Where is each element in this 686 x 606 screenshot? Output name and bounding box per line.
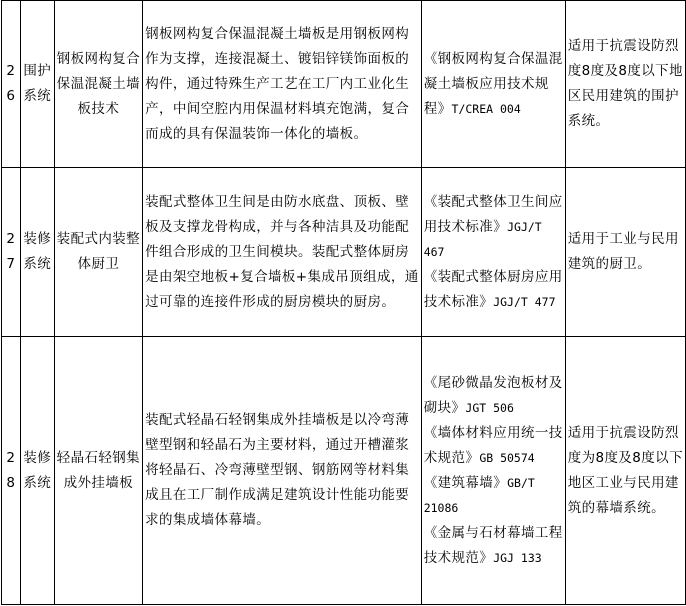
standard-title: 《金属与石材幕墙工程 — [423, 524, 563, 541]
standards-cell — [421, 337, 565, 605]
standard-title: 《装配式整体厨房应用 — [423, 268, 563, 285]
text-line: 度8度及8度以下地 — [567, 63, 683, 79]
text-line: 轻晶石轻钢集 — [56, 449, 141, 466]
table-body — [2, 1, 686, 605]
text-line: 系统 — [23, 88, 52, 104]
scope-cell — [565, 337, 685, 605]
standards-cell — [421, 1, 565, 168]
category-cell — [20, 1, 54, 168]
standard-title: 《装配式整体卫生间应 — [423, 193, 563, 210]
text-line: 求的集成墙体幕墙。 — [145, 512, 271, 528]
table-row — [2, 168, 686, 337]
text-line: 成且在工厂制作成满足建筑设计性能功能要 — [145, 487, 410, 503]
category-cell — [20, 168, 54, 337]
text-line: 钢板网构复合保温混凝土墙板是用钢板网构 — [145, 25, 410, 42]
standard-title: 技术规范》 — [423, 549, 494, 566]
text-line: 装配式整体卫生间是由防水底盘、顶板、壁 — [145, 193, 410, 210]
standards-table — [1, 0, 686, 605]
text-line: 适用于工业与民用 — [567, 231, 679, 247]
text-line: 板及支撑龙骨构成，并与各种洁具及功能配 — [145, 218, 410, 235]
standard-title: 用技术标准》 — [423, 218, 508, 235]
row-number: 26 — [2, 1, 21, 168]
standard-title: 术规范》 — [423, 449, 480, 466]
text-line: 板技术 — [77, 100, 120, 117]
standard-line — [424, 265, 563, 290]
text-line: 钢板网构复合 — [56, 50, 141, 67]
standard-line — [424, 371, 563, 396]
text-line: 围护 — [23, 63, 52, 79]
text-line: 是由架空地板+复合墙板+集成吊顶组成，通 — [145, 268, 419, 285]
description-cell — [143, 1, 422, 168]
category-cell — [20, 337, 54, 605]
standard-line — [424, 396, 563, 421]
standard-title: 凝土墙板应用技术规 — [423, 75, 549, 92]
technology-name-cell — [54, 1, 142, 168]
standard-line — [424, 446, 563, 471]
scope-cell — [565, 1, 685, 168]
text-line: 适用于抗震设防烈 — [567, 424, 679, 441]
standard-line — [424, 47, 563, 72]
table-row — [2, 1, 686, 168]
standard-title: 《建筑幕墙》 — [423, 474, 508, 491]
standard-code: JGJ/T 477 — [493, 294, 556, 309]
text-line: 成外挂墙板 — [63, 474, 134, 491]
text-line: 建筑的厨卫。 — [567, 256, 652, 272]
text-line: 件组合形成的卫生间模块。装配式整体厨房 — [145, 243, 410, 260]
text-line: 区民用建筑的围护 — [567, 88, 679, 104]
scope-cell — [565, 168, 685, 337]
standard-line — [424, 97, 563, 122]
text-line: 将轻晶石、冷弯薄壁型钢、钢筋网等材料集 — [145, 462, 410, 478]
text-line: 过可靠的连接件形成的厨房模块的厨房。 — [145, 293, 396, 310]
text-line: 装配式轻晶石轻钢集成外挂墙板是以冷弯薄 — [145, 412, 410, 428]
text-line: 构件，通过特殊生产工艺在工厂内工业化生 — [145, 75, 410, 92]
standard-line — [424, 421, 563, 446]
standard-line — [424, 240, 563, 265]
standard-title: 砌块》 — [423, 399, 466, 416]
text-line: 壁型钢和轻晶石为主要材料，通过开槽灌浆 — [145, 437, 410, 453]
text-line: 系统 — [23, 256, 52, 272]
standard-line — [424, 546, 563, 571]
technology-name-cell — [54, 337, 142, 605]
standard-title: 《尾砂微晶发泡板材及 — [423, 374, 563, 391]
standard-code: T/CREA 004 — [451, 101, 521, 116]
standard-title: 程》 — [423, 100, 452, 117]
text-line: 产，中间空腔内用保温材料填充饱满，复合 — [145, 100, 410, 117]
text-line: 装修 — [23, 231, 52, 247]
standards-cell — [421, 168, 565, 337]
standard-title: 《钢板网构复合保温混 — [423, 50, 563, 67]
standard-code: JGT 506 — [465, 400, 514, 415]
standard-line — [424, 215, 563, 240]
text-line: 体厨卫 — [77, 256, 120, 272]
standard-line — [424, 72, 563, 97]
standard-line — [424, 290, 563, 315]
table-row — [2, 337, 686, 605]
text-line: 装修 — [23, 449, 52, 466]
standard-title: 技术标准》 — [423, 293, 494, 310]
standard-code: JGJ/T — [507, 219, 542, 234]
standard-code: GB 50574 — [479, 450, 535, 465]
standard-line — [424, 521, 563, 546]
text-line: 作为支撑，连接混凝土、镀铝锌镁饰面板的 — [145, 50, 410, 67]
text-line: 度为8度及8度以下 — [567, 449, 683, 466]
text-line: 系统。 — [567, 113, 610, 129]
text-line: 保温混凝土墙 — [56, 75, 141, 92]
text-line: 筑的幕墙系统。 — [567, 499, 666, 516]
standard-code: GB/T — [507, 475, 535, 490]
standard-code: 21086 — [423, 500, 459, 515]
standard-code: 467 — [423, 244, 445, 259]
text-line: 系统 — [23, 474, 52, 491]
row-number: 28 — [2, 337, 21, 605]
description-cell — [143, 168, 422, 337]
description-cell — [143, 337, 422, 605]
standard-line — [424, 471, 563, 496]
text-line: 适用于抗震设防烈 — [567, 38, 679, 54]
text-line: 装配式内装整 — [56, 231, 141, 247]
standard-line — [424, 496, 563, 521]
technology-name-cell — [54, 168, 142, 337]
standard-line — [424, 190, 563, 215]
text-line: 地区工业与民用建 — [567, 474, 679, 491]
standard-title: 《墙体材料应用统一技 — [423, 424, 563, 441]
standard-code: JGJ 133 — [493, 550, 542, 565]
text-line: 而成的具有保温装饰一体化的墙板。 — [145, 125, 368, 142]
row-number: 27 — [2, 168, 21, 337]
